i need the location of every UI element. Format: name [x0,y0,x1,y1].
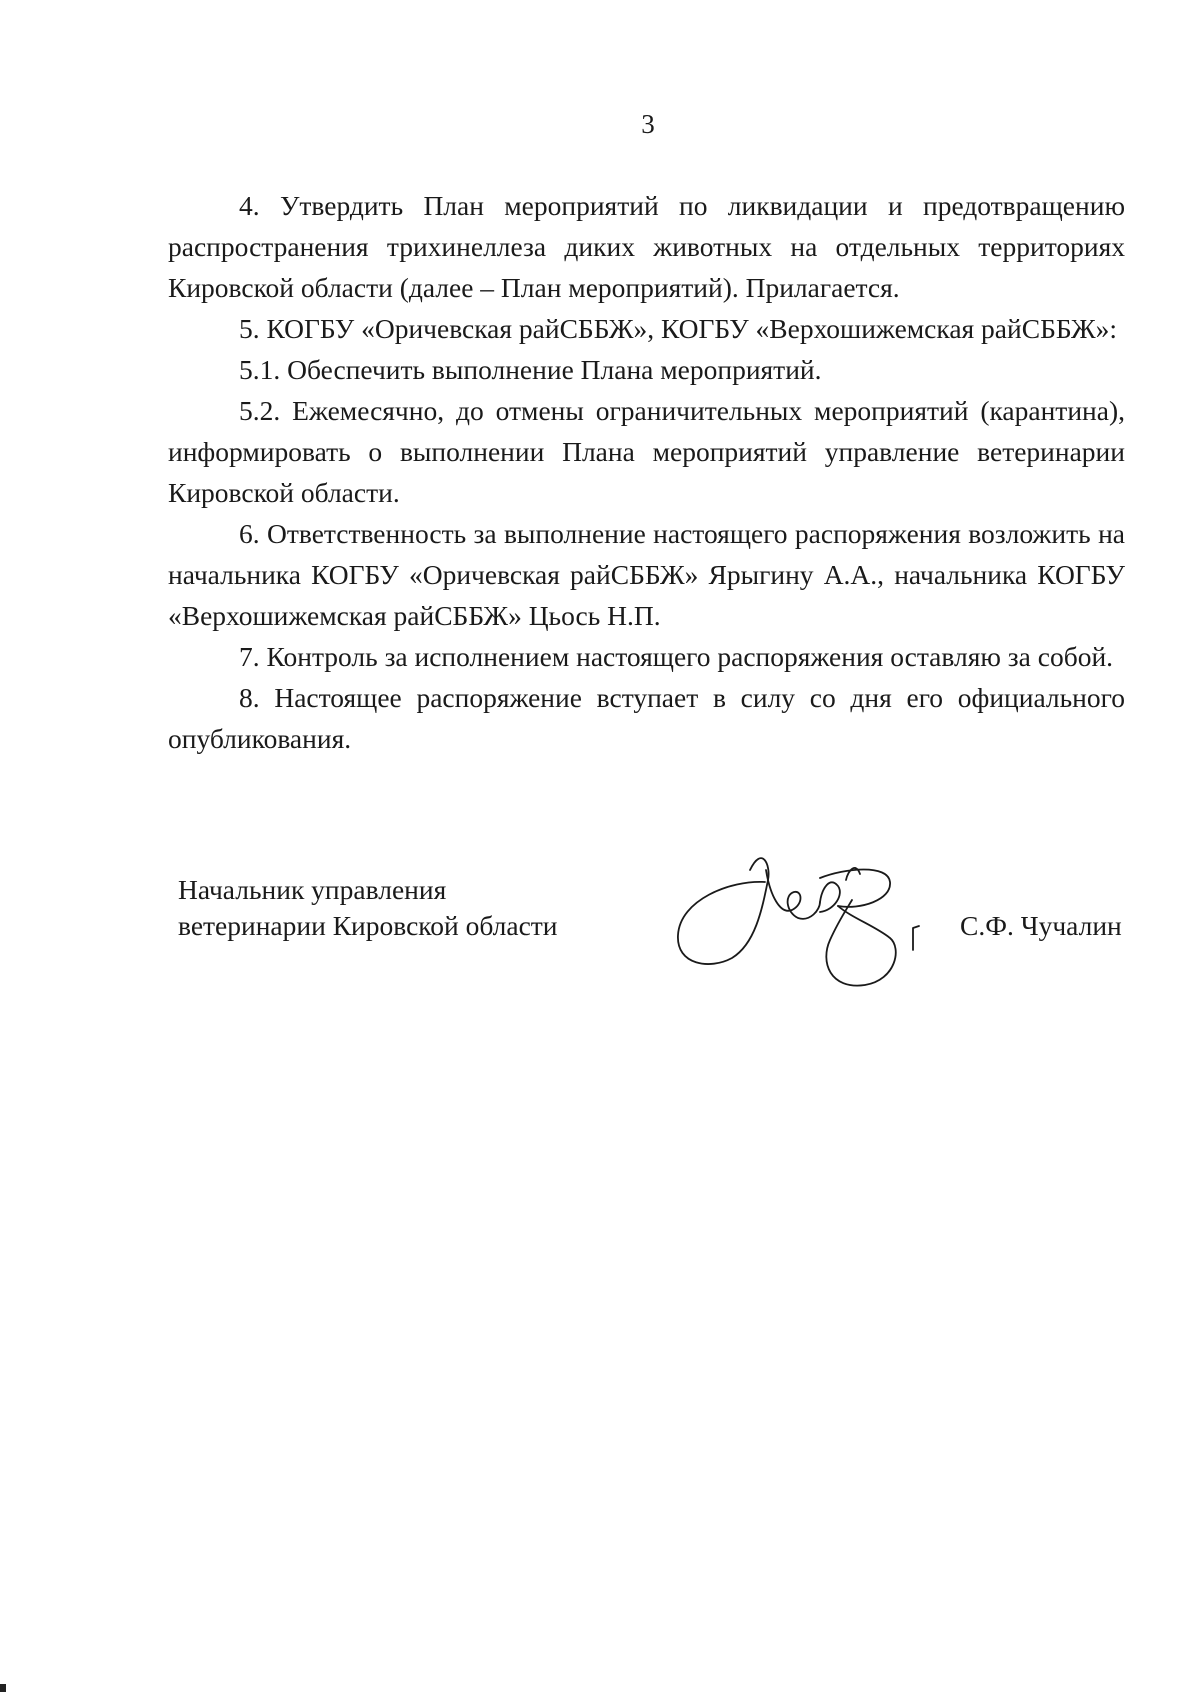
paragraph-5: 5. КОГБУ «Оричевская райСББЖ», КОГБУ «Верхошижемская райСББЖ»: [239,313,1117,344]
signatory-position-line-2: ветеринарии Кировской области [178,910,558,941]
scan-artifact [0,1684,6,1692]
page-number: 3 [641,109,655,139]
signatory-position [178,872,558,944]
handwritten-signature [670,840,930,990]
signatory-name: С.Ф. Чучалин [960,910,1122,941]
document-body [168,185,1125,759]
paragraph-5-1: 5.1. Обеспечить выполнение Плана мероприятий. [239,354,822,385]
paragraph-7: 7. Контроль за исполнением настоящего распоряжения оставляю за собой. [239,641,1114,672]
paragraph-5-2: 5.2. Ежемесячно, до отмены ограничительных мероприятий (карантина), информировать о выполнении Плана мероприятий управление ветеринарии Кировской области. [168,395,1125,508]
signatory-position-line-1: Начальник управления [178,874,447,905]
paragraph-6: 6. Ответственность за выполнение настоящего распоряжения возложить на начальника КОГБУ «Оричевская райСББЖ» Ярыгину А.А., начальника КОГБУ «Верхошижемская райСББЖ» Цьось Н.П. [168,518,1125,631]
paragraph-4: 4. Утвердить План мероприятий по ликвидации и предотвращению распространения трихинеллеза диких животных на отдельных территориях Кировской области (далее – План мероприятий). Прилагается. [168,190,1125,303]
paragraph-8: 8. Настоящее распоряжение вступает в силу со дня его официального опубликования. [168,682,1125,754]
